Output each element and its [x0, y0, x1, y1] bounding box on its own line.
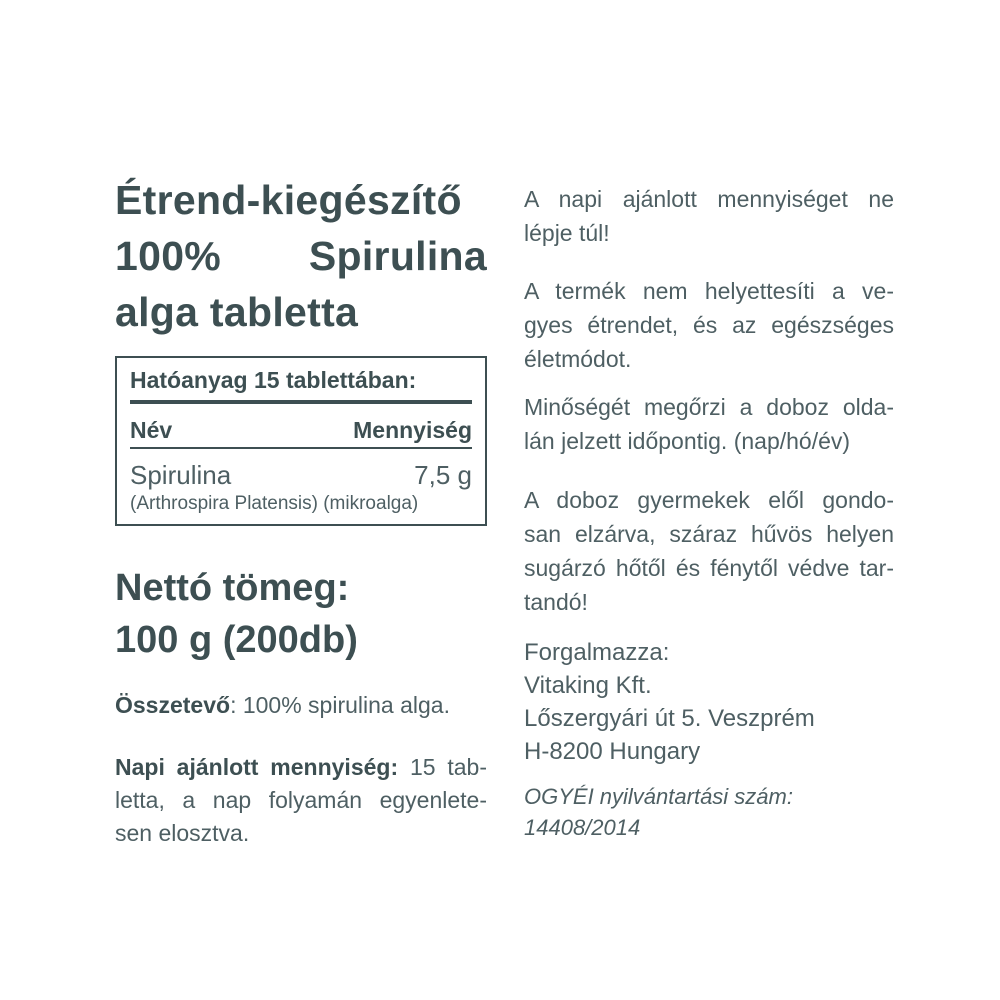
product-title-name: Spirulina [308, 233, 487, 279]
product-title [115, 172, 487, 340]
column-header-quantity: Mennyiség [353, 417, 472, 443]
registration-label: OGYÉI nyilvántartási szám: [524, 784, 793, 809]
daily-dose-line2: letta, a nap folyamán egyenlete- [115, 787, 487, 813]
ingredient-quantity: 7,5 g [414, 460, 472, 490]
warning-expiry-line2: lán jelzett időpontig. (nap/hó/év) [524, 428, 851, 454]
daily-dose-line1-rest: 15 tab- [398, 754, 487, 780]
warning-diet-line1: A termék nem helyettesíti a ve- [524, 278, 894, 304]
warning-storage-line2: san elzárva, száraz hűvös helyen [524, 521, 894, 547]
left-column [115, 172, 487, 850]
distributor-company: Vitaking Kft. [524, 672, 652, 699]
ingredients-value: : 100% spirulina alga. [230, 692, 450, 718]
warning-daily-limit [524, 182, 894, 250]
warning-daily-limit-line1: A napi ajánlott mennyiséget ne [524, 186, 894, 212]
ingredient-name: Spirulina [130, 460, 232, 490]
daily-dose-line3: sen elosztva. [115, 820, 250, 846]
facts-title: Hatóanyag 15 tablettában: [130, 367, 417, 393]
divider-thin [130, 447, 472, 449]
right-column [524, 182, 894, 843]
divider-thick [130, 400, 472, 404]
distributor-country: H-8200 Hungary [524, 738, 701, 765]
registration-number: 14408/2014 [524, 815, 641, 840]
supplement-facts-table [115, 356, 487, 526]
distributor-label: Forgalmazza: [524, 639, 670, 666]
warning-storage-line1: A doboz gyermekek elől gondo- [524, 487, 894, 513]
warning-storage [524, 483, 894, 619]
warning-diet [524, 274, 894, 376]
column-header-name: Név [130, 417, 173, 443]
daily-dose-label: Napi ajánlott mennyiség: [115, 754, 399, 780]
warning-expiry-line1: Minőségét megőrzi a doboz olda- [524, 394, 894, 420]
facts-header-row [130, 417, 472, 444]
distributor-block [524, 636, 894, 768]
product-title-line1: Étrend-kiegészítő [115, 177, 462, 223]
daily-dose-line1 [115, 751, 487, 784]
ingredient-latin-note: (Arthrospira Platensis) (mikroalga) [130, 493, 419, 514]
table-row [130, 460, 472, 491]
product-title-percent: 100% [115, 233, 222, 279]
warning-storage-line3: sugárzó hőtől és fénytől védve tar- [524, 555, 894, 581]
warning-diet-line3: életmódot. [524, 346, 632, 372]
net-weight-value: 100 g (200db) [115, 619, 358, 661]
ingredients-label: Összetevő [115, 692, 231, 718]
distributor-address: Lőszergyári út 5. Veszprém [524, 705, 815, 732]
net-weight [115, 562, 487, 666]
warning-storage-line4: tandó! [524, 589, 588, 615]
product-title-line3: alga tabletta [115, 289, 359, 335]
warning-daily-limit-line2: lépje túl! [524, 220, 610, 246]
warning-expiry [524, 390, 894, 458]
product-title-line2 [115, 228, 487, 284]
daily-dose [115, 751, 487, 850]
net-weight-label: Nettó tömeg: [115, 567, 350, 609]
registration-block [524, 781, 894, 843]
warning-diet-line2: gyes étrendet, és az egészséges [524, 312, 894, 338]
ingredients-line [115, 688, 487, 722]
